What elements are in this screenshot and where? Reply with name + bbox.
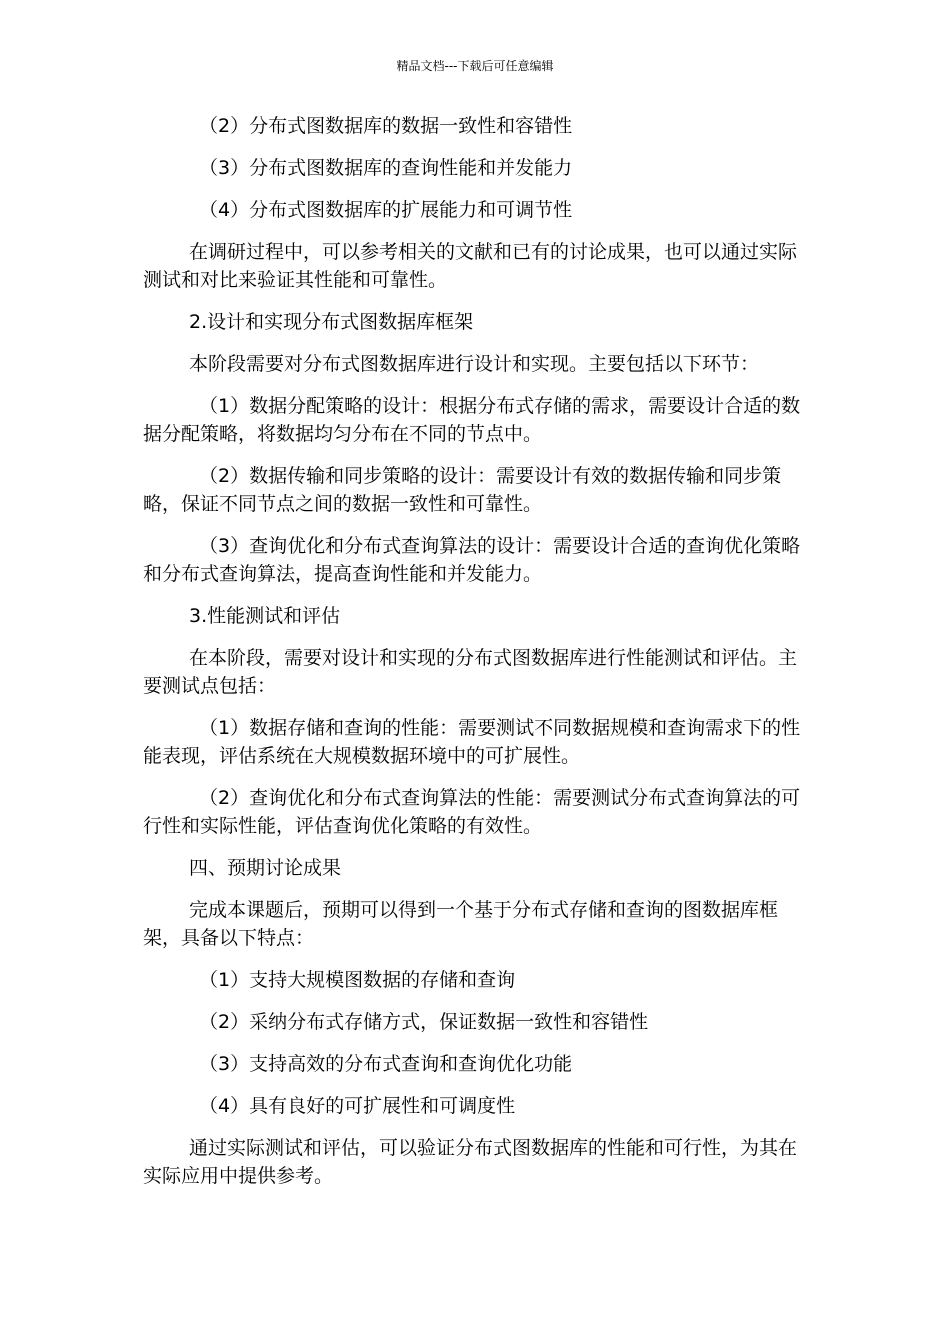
list-item: （3）支持高效的分布式查询和查询优化功能 [199,1053,573,1075]
document-body [143,112,805,1204]
paragraph: 在调研过程中，可以参考相关的文献和已有的讨论成果，也可以通过实际测试和对比来验证其性能和可靠性。 [143,241,798,291]
list-item: （1）支持大规模图数据的存储和查询 [199,969,516,991]
paragraph: 通过实际测试和评估，可以验证分布式图数据库的性能和可行性，为其在实际应用中提供参考。 [143,1137,798,1187]
section-heading: 3.性能测试和评估 [189,605,341,627]
list-item: （2）采纳分布式存储方式，保证数据一致性和容错性 [199,1011,649,1033]
list-item: （4）具有良好的可扩展性和可调度性 [199,1095,516,1117]
section-heading: 四、预期讨论成果 [189,857,342,879]
page-header: 精品文档---下载后可任意编辑 [396,59,554,73]
paragraph: 在本阶段，需要对设计和实现的分布式图数据库进行性能测试和评估。主要测试点包括： [143,647,798,697]
list-item: （3）查询优化和分布式查询算法的设计：需要设计合适的查询优化策略和分布式查询算法，提高查询性能和并发能力。 [143,535,801,585]
list-item: （4）分布式图数据库的扩展能力和可调节性 [199,199,573,221]
paragraph: 本阶段需要对分布式图数据库进行设计和实现。主要包括以下环节： [189,353,760,375]
list-item: （2）数据传输和同步策略的设计：需要设计有效的数据传输和同步策略，保证不同节点之间的数据一致性和可靠性。 [143,465,782,515]
list-item: （2）查询优化和分布式查询算法的性能：需要测试分布式查询算法的可行性和实际性能，评估查询优化策略的有效性。 [143,787,801,837]
list-item: （1）数据分配策略的设计：根据分布式存储的需求，需要设计合适的数据分配策略，将数据均匀分布在不同的节点中。 [143,395,801,445]
list-item: （1）数据存储和查询的性能：需要测试不同数据规模和查询需求下的性能表现，评估系统在大规模数据环境中的可扩展性。 [143,717,801,767]
list-item: （3）分布式图数据库的查询性能和并发能力 [199,157,573,179]
paragraph: 完成本课题后，预期可以得到一个基于分布式存储和查询的图数据库框架，具备以下特点： [143,899,779,949]
section-heading: 2.设计和实现分布式图数据库框架 [189,311,474,333]
list-item: （2）分布式图数据库的数据一致性和容错性 [199,115,573,137]
